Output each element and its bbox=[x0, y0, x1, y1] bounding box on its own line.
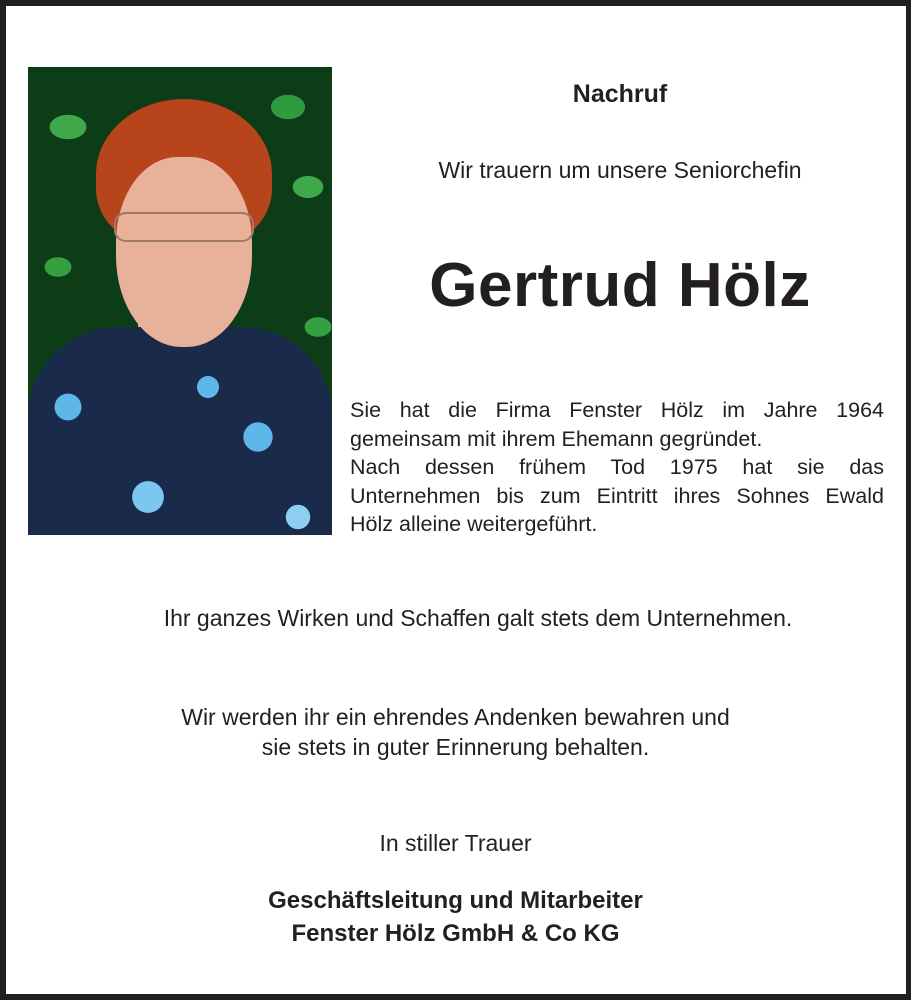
bio-line: gemeinsam mit ihrem Ehemann gegründet. bbox=[350, 426, 763, 451]
bio-line: Unternehmen bis zum Eintritt ihres Sohnes Ewald bbox=[350, 483, 884, 508]
signature bbox=[0, 884, 911, 950]
biography bbox=[350, 396, 884, 539]
deceased-name: Gertrud Hölz bbox=[429, 251, 811, 320]
remembrance-line: Wir werden ihr ein ehrendes Andenken bewahren und bbox=[181, 704, 730, 730]
remembrance bbox=[0, 702, 911, 762]
photo-dress bbox=[28, 327, 332, 535]
signature-line: Fenster Hölz GmbH & Co KG bbox=[291, 920, 620, 947]
portrait-photo bbox=[28, 67, 332, 535]
statement: Ihr ganzes Wirken und Schaffen galt stets dem Unternehmen. bbox=[163, 605, 793, 631]
signature-line: Geschäftsleitung und Mitarbeiter bbox=[268, 887, 643, 914]
photo-face bbox=[116, 157, 252, 347]
heading: Nachruf bbox=[572, 80, 668, 108]
closing: In stiller Trauer bbox=[379, 830, 532, 856]
intro-line: Wir trauern um unsere Seniorchefin bbox=[438, 157, 802, 183]
photo-glasses bbox=[114, 212, 254, 242]
bio-line: Hölz alleine weitergeführt. bbox=[350, 512, 598, 536]
remembrance-line: sie stets in guter Erinnerung behalten. bbox=[261, 734, 650, 760]
bio-line: Nach dessen frühem Tod 1975 hat sie das bbox=[350, 455, 884, 479]
bio-line: Sie hat die Firma Fenster Hölz im Jahre 1964 bbox=[350, 398, 884, 422]
